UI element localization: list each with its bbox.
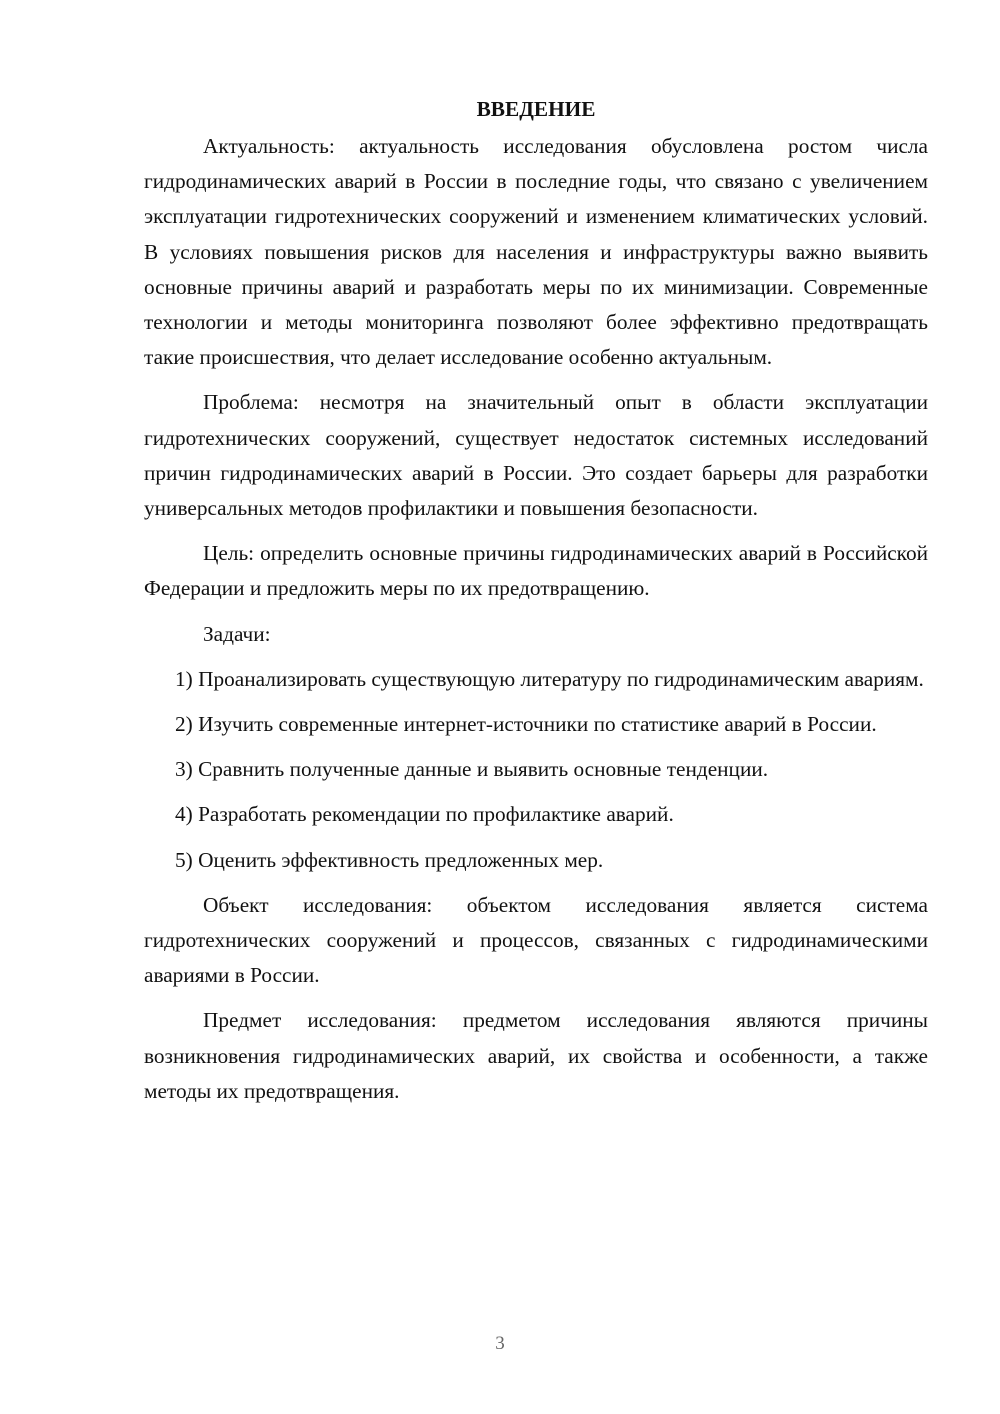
page-number: 3 (495, 1333, 505, 1354)
tasks-heading: Задачи: (203, 621, 271, 646)
task-item-5: 5) Оценить эффективность предложенных мер. (175, 847, 604, 872)
paragraph-subject: Предмет исследования: предметом исследования являются причины возникновения гидродинамических аварий, их свойства и особенности, а также методы их предотвращения. (144, 1008, 928, 1103)
paragraph-goal: Цель: определить основные причины гидродинамических аварий в Российской Федерации и предложить меры по их предотвращению. (144, 541, 928, 601)
paragraph-relevance: Актуальность: актуальность исследования обусловлена ростом числа гидродинамических аварий в России в последние годы, что связано с увеличением эксплуатации гидротехнических сооружений и изменением климатических условий. В условиях повышения рисков для населения и инфраструктуры важно выявить основные причины аварий и разработать меры по их минимизации. Современные технологии и методы мониторинга позволяют более эффективно предотвращать такие происшествия, что делает исследование особенно актуальным. (144, 134, 928, 370)
task-item-4: 4) Разработать рекомендации по профилактике аварий. (175, 802, 674, 827)
section-title: ВВЕДЕНИЕ (476, 97, 596, 121)
paragraph-problem: Проблема: несмотря на значительный опыт в области эксплуатации гидротехнических сооружений, существует недостаток системных исследований причин гидродинамических аварий в России. Это создает барьеры для разработки универсальных методов профилактики и повышения безопасности. (144, 390, 928, 521)
paragraph-object: Объект исследования: объектом исследования является система гидротехнических сооружений и процессов, связанных с гидродинамическими авариями в России. (144, 892, 928, 988)
task-item-3: 3) Сравнить полученные данные и выявить основные тенденции. (175, 757, 769, 782)
task-item-1: 1) Проанализировать существующую литературу по гидродинамическим авариям. (175, 666, 924, 691)
document-body (144, 92, 928, 1119)
task-item-2: 2) Изучить современные интернет-источники по статистике аварий в России. (175, 712, 877, 737)
